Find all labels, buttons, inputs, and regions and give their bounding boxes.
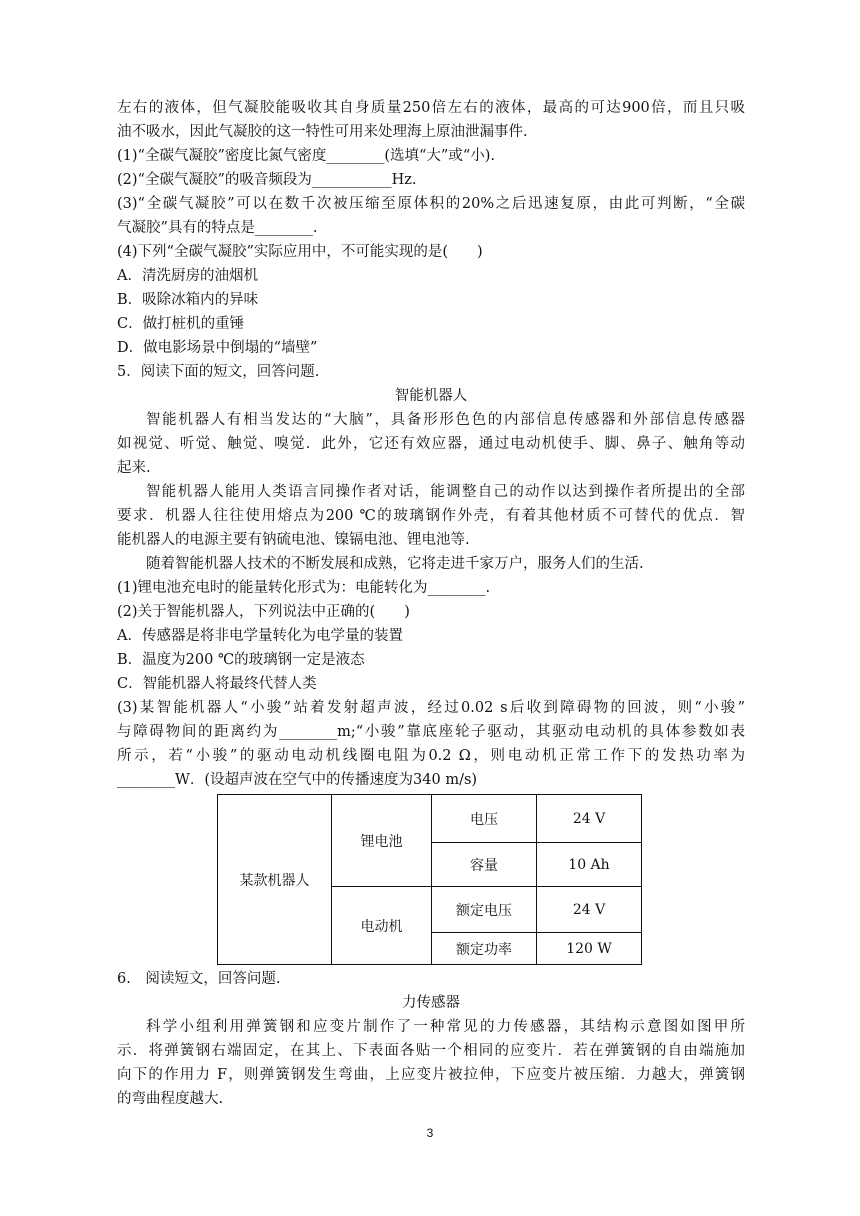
paragraph-line: 智能机器人能用人类语言同操作者对话，能调整自己的动作以达到操作者所提出的全部	[146, 484, 745, 500]
question-5-heading: 5．阅读下面的短文，回答问题.	[117, 364, 320, 380]
capacity-label-cell: 容量	[432, 843, 537, 887]
voltage-label-cell: 电压	[432, 795, 537, 843]
rated-voltage-value-cell: 24 V	[537, 887, 642, 933]
question-4-4: (4)下列“全碳气凝胶”实际应用中，不可能实现的是( )	[117, 244, 483, 260]
paragraph-line: 如视觉、听觉、触觉、嗅觉．此外，它还有效应器，通过电动机使手、脚、鼻子、触角等动	[117, 436, 745, 452]
voltage-value-cell: 24 V	[537, 795, 642, 843]
rated-power-label-cell: 额定功率	[432, 933, 537, 965]
paragraph-line: 起来.	[117, 460, 151, 476]
option-a: A．传感器是将非电学量转化为电学量的装置	[117, 628, 403, 644]
question-5-2: (2)关于智能机器人，下列说法中正确的( )	[117, 604, 410, 620]
option-c: C．做打桩机的重锤	[117, 316, 245, 332]
paragraph-line: ________W．(设超声波在空气中的传播速度为340 m/s)	[117, 772, 478, 788]
page-number: 3	[426, 1126, 434, 1140]
option-c: C．智能机器人将最终代替人类	[117, 676, 317, 692]
robot-model-cell: 某款机器人	[218, 795, 332, 965]
paragraph-line: 科学小组利用弹簧钢和应变片制作了一种常见的力传感器，其结构示意图如图甲所	[146, 1019, 745, 1035]
paragraph-line: 所示，若“小骏”的驱动电动机线圈电阻为0.2 Ω，则电动机正常工作下的发热功率为	[117, 748, 745, 764]
question-5-1: (1)锂电池充电时的能量转化形式为：电能转化为________.	[117, 580, 491, 596]
paragraph-line: 与障碍物间的距离约为________m;“小骏”靠底座轮子驱动，其驱动电动机的具体参数如表	[117, 724, 745, 740]
question-4-1: (1)“全碳气凝胶”密度比氮气密度________(选填“大”或“小).	[117, 148, 496, 164]
paragraph-line: 智能机器人有相当发达的“大脑”，具备形形色色的内部信息传感器和外部信息传感器	[146, 412, 745, 428]
paragraph-line: 向下的作用力 F，则弹簧钢发生弯曲，上应变片被拉伸，下应变片被压缩．力越大，弹簧钢	[117, 1067, 745, 1083]
option-b: B．温度为200 ℃的玻璃钢一定是液态	[117, 652, 365, 668]
motor-cell: 电动机	[332, 887, 432, 965]
paragraph-line: 能机器人的电源主要有钠硫电池、镍镉电池、锂电池等.	[117, 532, 470, 548]
page-content	[117, 96, 745, 1111]
passage-title-robot: 智能机器人	[394, 388, 468, 404]
question-4-2: (2)“全碳气凝胶”的吸音频段为___________Hz.	[117, 172, 417, 188]
rated-power-value-cell: 120 W	[537, 933, 642, 965]
question-5-3: (3)某智能机器人“小骏”站着发射超声波，经过0.02 s后收到障碍物的回波，则“小骏”	[117, 700, 745, 716]
battery-cell: 锂电池	[332, 795, 432, 887]
text-line: 油不吸水，因此气凝胶的这一特性可用来处理海上原油泄漏事件.	[117, 124, 528, 140]
option-d: D．做电影场景中倒塌的“墙壁”	[117, 340, 318, 356]
paragraph-line: 示．将弹簧钢右端固定，在其上、下表面各贴一个相同的应变片．若在弹簧钢的自由端施加	[117, 1043, 745, 1059]
question-6-heading: 6. 阅读短文，回答问题.	[117, 971, 281, 987]
rated-voltage-label-cell: 额定电压	[432, 887, 537, 933]
paragraph-line: 的弯曲程度越大.	[117, 1091, 224, 1107]
option-a: A．清洗厨房的油烟机	[117, 268, 258, 284]
text-line: 气凝胶”具有的特点是________.	[117, 220, 318, 236]
robot-spec-table	[217, 794, 642, 965]
text-line: 左右的液体，但气凝胶能吸收其自身质量250倍左右的液体，最高的可达900倍，而且只吸	[117, 100, 745, 116]
option-b: B．吸除冰箱内的异味	[117, 292, 259, 308]
paragraph-line: 随着智能机器人技术的不断发展和成熟，它将走进千家万户，服务人们的生活.	[146, 556, 644, 572]
paragraph-line: 要求．机器人往往使用熔点为200 ℃的玻璃钢作外壳，有着其他材质不可替代的优点．智	[117, 508, 745, 524]
question-4-3: (3)“全碳气凝胶”可以在数千次被压缩至原体积的20%之后迅速复原，由此可判断，“全碳	[117, 196, 745, 212]
passage-title-force-sensor: 力传感器	[402, 995, 460, 1011]
capacity-value-cell: 10 Ah	[537, 843, 642, 887]
